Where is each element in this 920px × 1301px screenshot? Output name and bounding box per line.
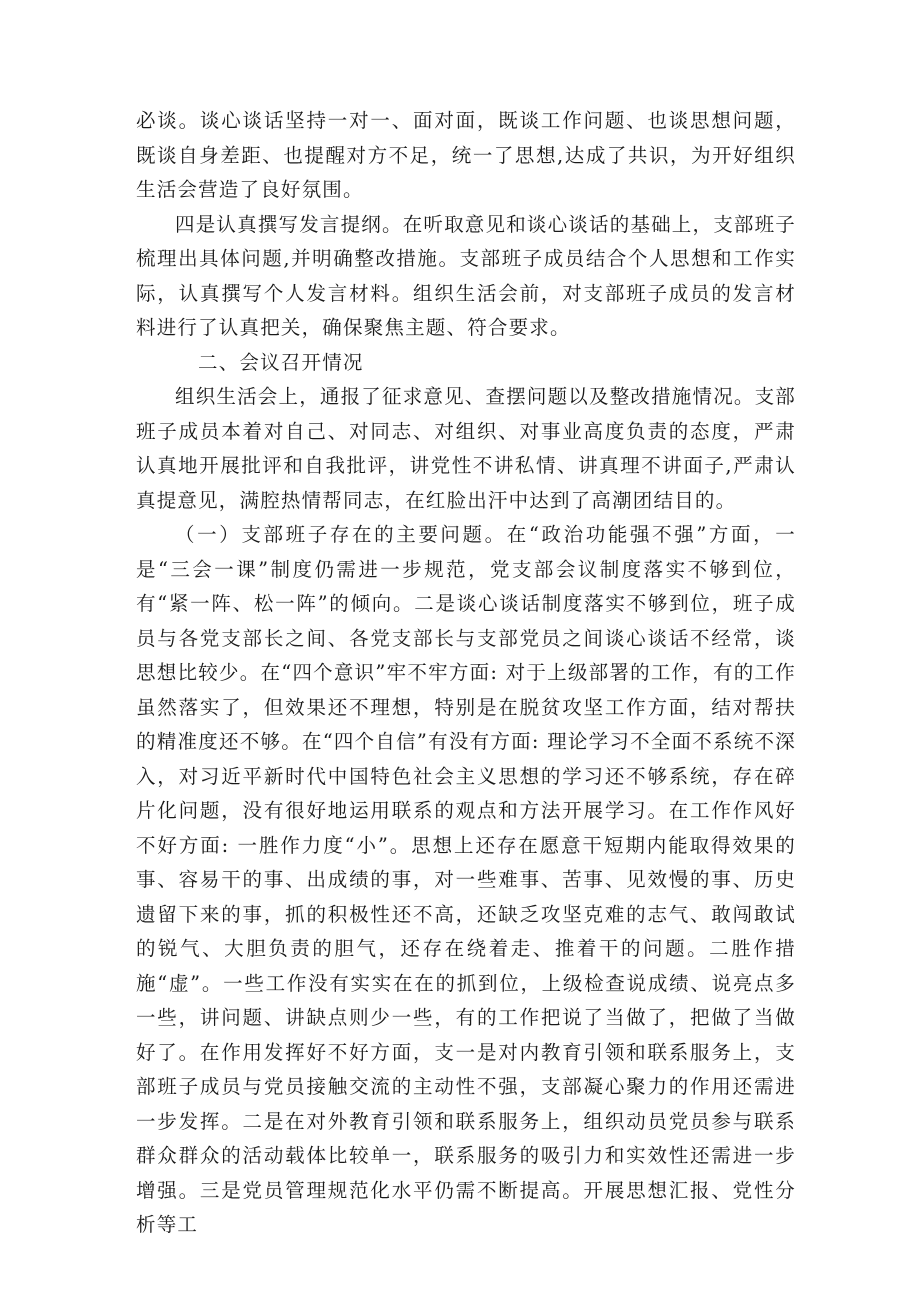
paragraph-meeting-summary: 组织生活会上，通报了征求意见、查摆问题以及整改措施情况。支部班子成员本着对自己、对同志、对组织、对事业高度负责的态度，严肃认真地开展批评和自我批评，讲党性不讲私情、讲真理不讲面子,严肃认真提意见，满腔热情帮同志，在红脸出汗中达到了高潮团结目的。 xyxy=(136,385,797,512)
document-body xyxy=(136,104,796,1243)
section-heading-meeting: 二、会议召开情况 xyxy=(198,350,364,374)
paragraph-writing-outline: 四是认真撰写发言提纲。在听取意见和谈心谈话的基础上，支部班子梳理出具体问题,并明确整改措施。支部班子成员结合个人思想和工作实际，认真撰写个人发言材料。组织生活会前，对支部班子成员的发言材料进行了认真把关，确保聚焦主题、符合要求。 xyxy=(136,212,797,339)
paragraph-continued: 必谈。谈心谈话坚持一对一、面对面，既谈工作问题、也谈思想问题，既谈自身差距、也提醒对方不足，统一了思想,达成了共识，为开好组织生活会营造了良好氛围。 xyxy=(136,109,796,201)
paragraph-main-problems: （一）支部班子存在的主要问题。在“政治功能强不强”方面，一是“三会一课”制度仍需进一步规范，党支部会议制度落实不够到位，有“紧一阵、松一阵”的倾向。二是谈心谈话制度落实不够到位，班子成员与各党支部长之间、各党支部长与支部党员之间谈心谈话不经常，谈思想比较少。在“四个意识”牢不牢方面: 对于上级部署的工作，有的工作虽然落实了，但效果还不理想，特别是在脱贫攻坚工作方面，结对帮扶的精准度还不够。在“四个自信”有没有方面: 理论学习不全面不系统不深入，对习近平新时代中国特色社会主义思想的学习还不够系统，存在碎片化问题，没有很好地运用联系的观点和方法开展学习。在工作作风好不好方面: 一胜作力度“小”。思想上还存在愿意干短期内能取得效果的事、容易干的事、出成绩的事，对一些难事、苦事、见效慢的事、历史遗留下来的事，抓的积极性还不高，还缺乏攻坚克难的志气、敢闯敢试的锐气、大胆负责的胆气，还存在绕着走、推着干的问题。二胜作措施“虚”。一些工作没有实实在在的抓到位，上级检查说成绩、说亮点多一些，讲问题、讲缺点则少一些，有的工作把说了当做了，把做了当做好了。在作用发挥好不好方面，支一是对内教育引领和联系服务上，支部班子成员与党员接触交流的主动性不强，支部凝心聚力的作用还需进一步发挥。二是在对外教育引领和联系服务上，组织动员党员参与联系群众群众的活动载体比较单一，联系服务的吸引力和实效性还需进一步增强。三是党员管理规范化水平仍需不断提高。开展思想汇报、党性分析等工 xyxy=(136,523,796,1236)
